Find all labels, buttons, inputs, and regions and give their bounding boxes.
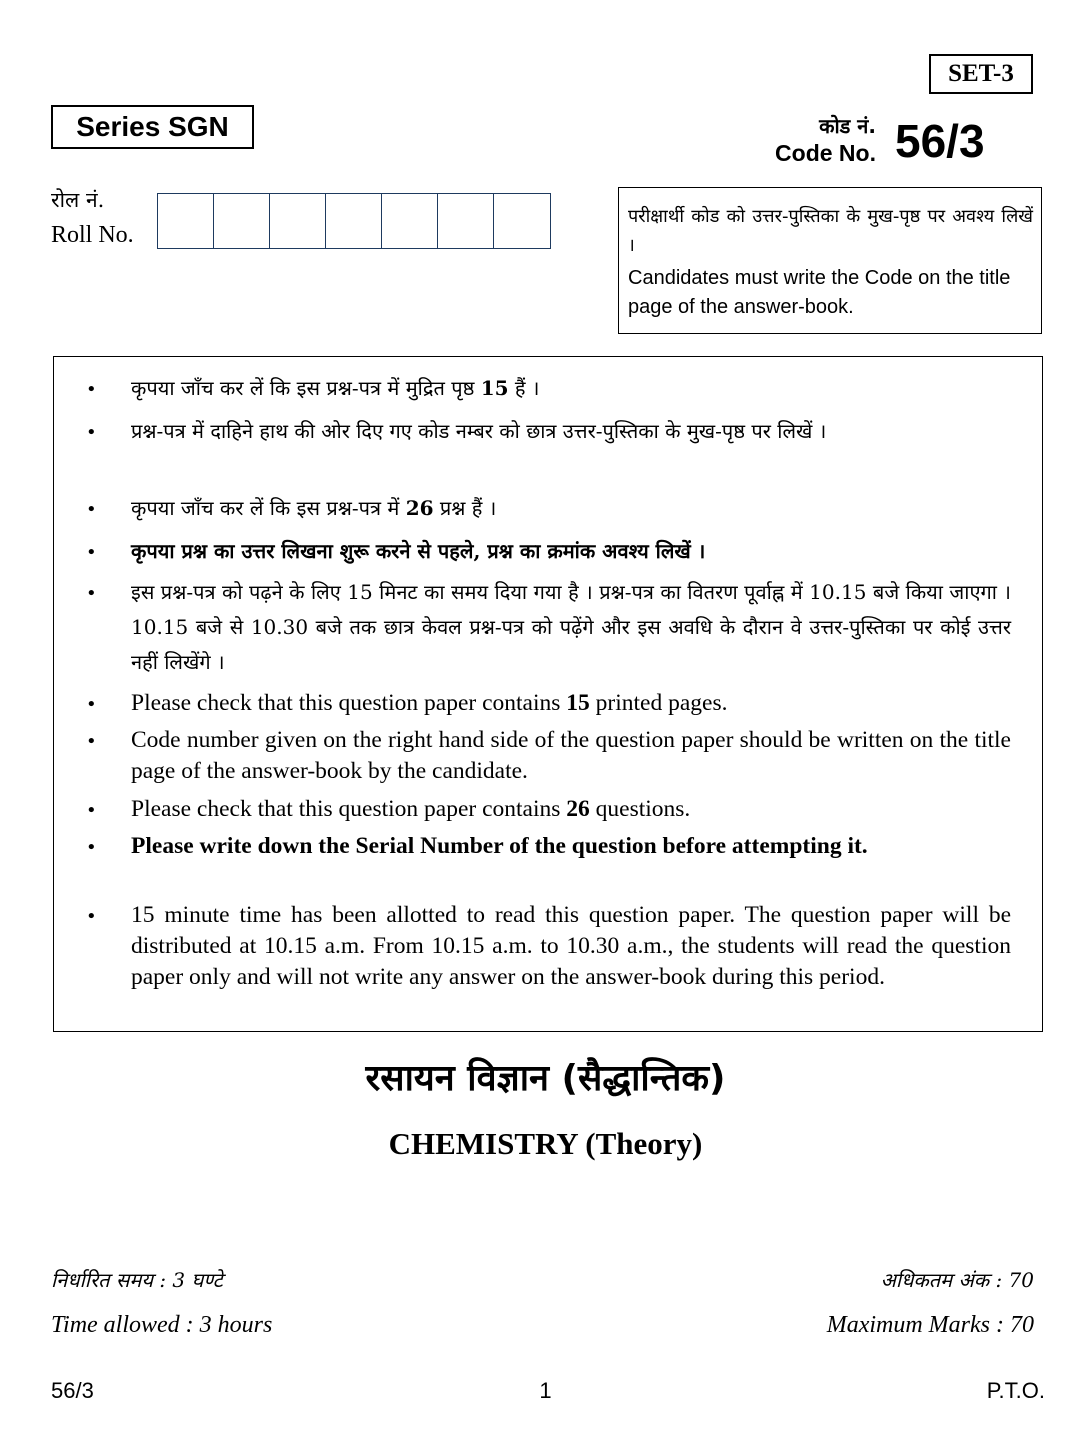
- instruction-text: प्रश्न-पत्र में दाहिने हाथ की ओर दिए गए कोड नम्बर को छात्र उत्तर-पुस्तिका के मुख-पृष्ठ पर लिखें ।: [131, 419, 827, 443]
- instruction-segment: questions.: [589, 796, 691, 822]
- bullet-icon: •: [86, 422, 97, 443]
- instruction-text: [131, 491, 1011, 526]
- instruction-text: इस प्रश्न-पत्र को पढ़ने के लिए 15 मिनट का समय दिया गया है । प्रश्न-पत्र का वितरण पूर्वाह्न में 10.15 बजे किया जाएगा । 10.15 बजे से 10.30 बजे तक छात्र केवल प्रश्न-पत्र को पढ़ेंगे और इस अवधि के दौरान वे उत्तर-पुस्तिका पर कोई उत्तर नहीं लिखेंगे ।: [131, 580, 1011, 674]
- instruction-segment: Please check that this question paper contains: [131, 796, 567, 822]
- set-label: SET-3: [929, 54, 1033, 94]
- footer-code: 56/3: [51, 1378, 94, 1403]
- candidate-note-hindi: परीक्षार्थी कोड को उत्तर-पुस्तिका के मुख-पृष्ठ पर अवश्य लिखें ।: [628, 206, 1033, 256]
- instruction-text: 15 minute time has been allotted to read this question paper. The question paper will be distributed at 10.15 a.m. From 10.15 a.m. to 10.30 a.m., the students will read the question paper only and will not write any answer on the answer-book during this period.: [131, 902, 1011, 990]
- bullet-icon: •: [86, 379, 97, 400]
- instruction-text: [131, 688, 1011, 719]
- instruction-segment: printed pages.: [589, 690, 728, 716]
- instruction-number: 15: [566, 690, 590, 716]
- series-label: Series SGN: [51, 105, 254, 149]
- roll-number-box[interactable]: [382, 194, 438, 248]
- instruction-segment: कृपया जाँच कर लें कि इस प्रश्न-पत्र में मुद्रित पृष्ठ: [131, 376, 481, 400]
- code-label-english: Code No.: [775, 140, 876, 166]
- maximum-marks-english: Maximum Marks : 70: [826, 1312, 1034, 1338]
- subject-title-english: CHEMISTRY (Theory): [388, 1126, 703, 1161]
- roll-number-box[interactable]: [494, 194, 550, 248]
- roll-number-box[interactable]: [158, 194, 214, 248]
- instruction-text: [131, 371, 1011, 406]
- time-allowed-english: Time allowed : 3 hours: [51, 1312, 273, 1338]
- instruction-text: Please write down the Serial Number of the question before attempting it.: [131, 833, 868, 859]
- instruction-segment: कृपया जाँच कर लें कि इस प्रश्न-पत्र में: [131, 496, 406, 520]
- instruction-segment: प्रश्न हैं ।: [433, 496, 497, 520]
- bullet-icon: •: [86, 694, 97, 715]
- maximum-marks-hindi: अधिकतम अंक : 70: [880, 1268, 1034, 1292]
- candidate-note-english: Candidates must write the Code on the title page of the answer-book.: [628, 267, 1011, 318]
- instruction-segment: हैं ।: [508, 376, 540, 400]
- bullet-icon: •: [86, 800, 97, 821]
- roll-number-box[interactable]: [326, 194, 382, 248]
- page-number: 1: [539, 1378, 552, 1403]
- bullet-icon: •: [86, 583, 97, 604]
- candidate-note-box: [618, 187, 1042, 334]
- time-allowed-hindi: निर्धारित समय : 3 घण्टे: [51, 1268, 223, 1292]
- roll-number-box[interactable]: [270, 194, 326, 248]
- instruction-segment: Please check that this question paper contains: [131, 690, 567, 716]
- bullet-icon: •: [86, 731, 97, 752]
- bullet-icon: •: [86, 837, 97, 858]
- instruction-number: 15: [480, 376, 509, 400]
- code-number: 56/3: [895, 115, 985, 167]
- roll-number-grid[interactable]: [157, 193, 551, 249]
- bullet-icon: •: [86, 499, 97, 520]
- roll-label-hindi: रोल नं.: [51, 188, 105, 212]
- instructions-box: [53, 356, 1043, 1032]
- roll-number-box[interactable]: [438, 194, 494, 248]
- instruction-text: कृपया प्रश्न का उत्तर लिखना शुरू करने से पहले, प्रश्न का क्रमांक अवश्य लिखें ।: [131, 539, 706, 563]
- bullet-icon: •: [86, 542, 97, 563]
- instruction-text: Code number given on the right hand side of the question paper should be written on the title page of the answer-book by the candidate.: [131, 727, 1011, 784]
- roll-number-box[interactable]: [214, 194, 270, 248]
- instruction-number: 26: [566, 796, 590, 822]
- roll-label-english: Roll No.: [51, 222, 134, 248]
- bullet-icon: •: [86, 906, 97, 927]
- subject-title-hindi: रसायन विज्ञान (सैद्धान्तिक): [365, 1058, 726, 1099]
- instruction-text: [131, 794, 1011, 825]
- pto-label: P.T.O.: [986, 1378, 1045, 1403]
- code-label-hindi: कोड नं.: [819, 114, 876, 138]
- instruction-number: 26: [405, 496, 434, 520]
